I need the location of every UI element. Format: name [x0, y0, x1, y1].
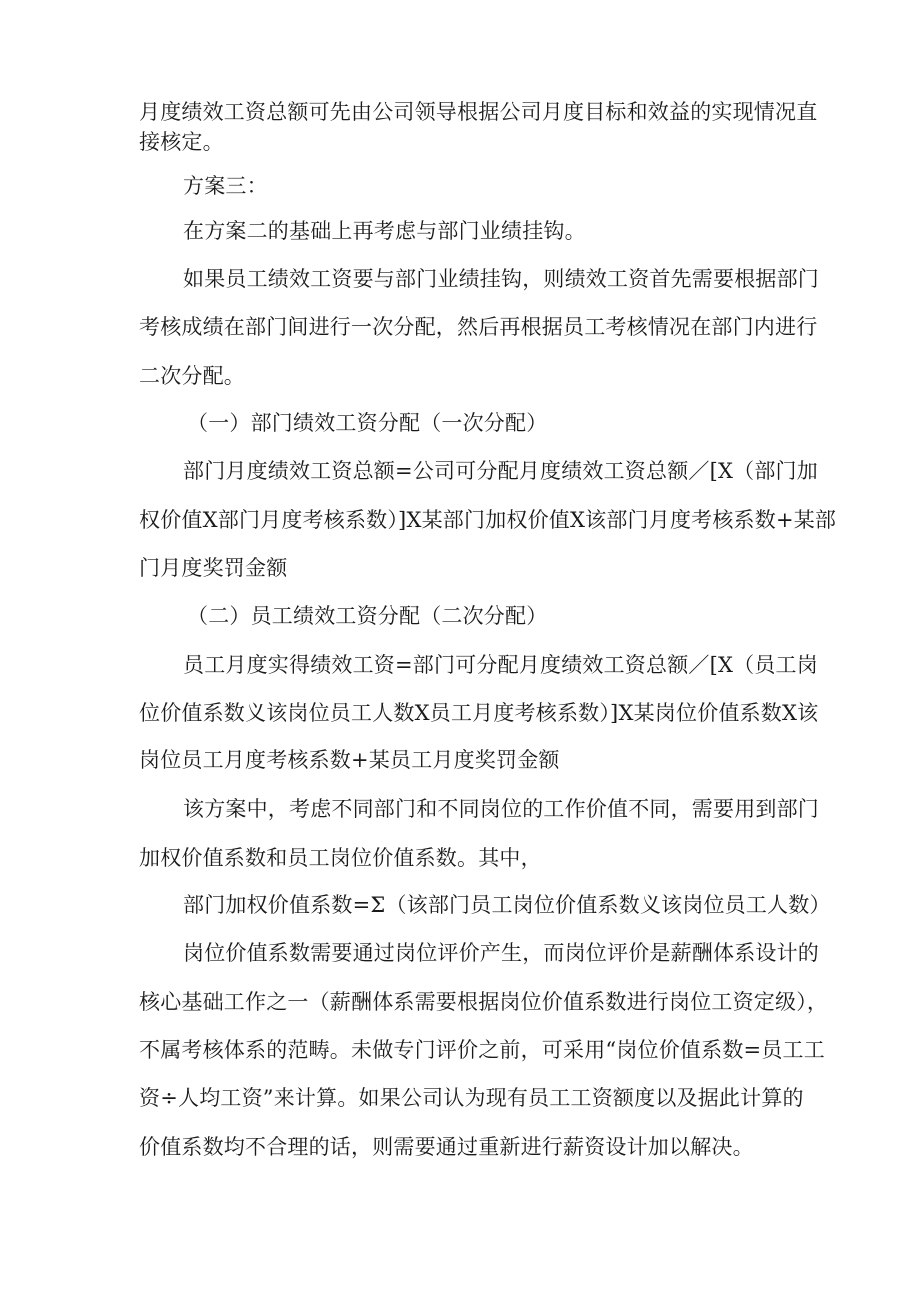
body-text-line: 该方案中，考虑不同部门和不同岗位的工作价值不同，需要用到部门 — [183, 797, 819, 821]
formula-line: 岗位员工月度考核系数+某员工月度奖罚金额 — [139, 748, 560, 772]
formula-line: 部门月度绩效工资总额=公司可分配月度绩效工资总额／[X（部门加 — [183, 459, 818, 483]
formula-line: 部门加权价值系数=Σ（该部门员工岗位价值系数义该岗位员工人数） — [183, 893, 831, 917]
body-text-line: 在方案二的基础上再考虑与部门业绩挂钩。 — [183, 219, 586, 243]
section-heading: 方案三： — [183, 174, 268, 198]
formula-line: 位价值系数义该岗位员工人数X员工月度考核系数）]X某岗位价值系数X该 — [139, 701, 819, 725]
body-text-line: 不属考核体系的范畴。未做专门评价之前，可采用“岗位价值系数=员工工 — [139, 1038, 825, 1062]
body-text-line: 岗位价值系数需要通过岗位评价产生，而岗位评价是薪酬体系设计的 — [183, 941, 819, 965]
subsection-heading: （一）部门绩效工资分配（一次分配） — [187, 411, 548, 435]
body-text-line: 考核成绩在部门间进行一次分配，然后再根据员工考核情况在部门内进行 — [139, 315, 818, 339]
body-text-line: 核心基础工作之一（薪酬体系需要根据岗位价值系数进行岗位工资定级）， — [139, 990, 829, 1014]
subsection-heading: （二）员工绩效工资分配（二次分配） — [187, 604, 548, 628]
body-text-line: 二次分配。 — [139, 364, 245, 388]
body-text-line: 如果员工绩效工资要与部门业绩挂钩，则绩效工资首先需要根据部门 — [183, 267, 819, 291]
formula-line: 门月度奖罚金额 — [139, 556, 288, 580]
body-text-line: 价值系数均不合理的话，则需要通过重新进行薪资设计加以解决。 — [139, 1135, 754, 1159]
body-text-line: 资÷人均工资”来计算。如果公司认为现有员工工资额度以及据此计算的 — [139, 1086, 804, 1110]
formula-line: 权价值X部门月度考核系数）]X某部门加权价值X该部门月度考核系数+某部 — [139, 508, 837, 532]
formula-line: 员工月度实得绩效工资=部门可分配月度绩效工资总额／[X（员工岗 — [183, 653, 818, 677]
body-text-line: 接核定。 — [139, 130, 224, 154]
body-text-line: 月度绩效工资总额可先由公司领导根据公司月度目标和效益的实现情况直 — [139, 100, 818, 124]
body-text-line: 加权价值系数和员工岗位价值系数。其中， — [139, 846, 542, 870]
